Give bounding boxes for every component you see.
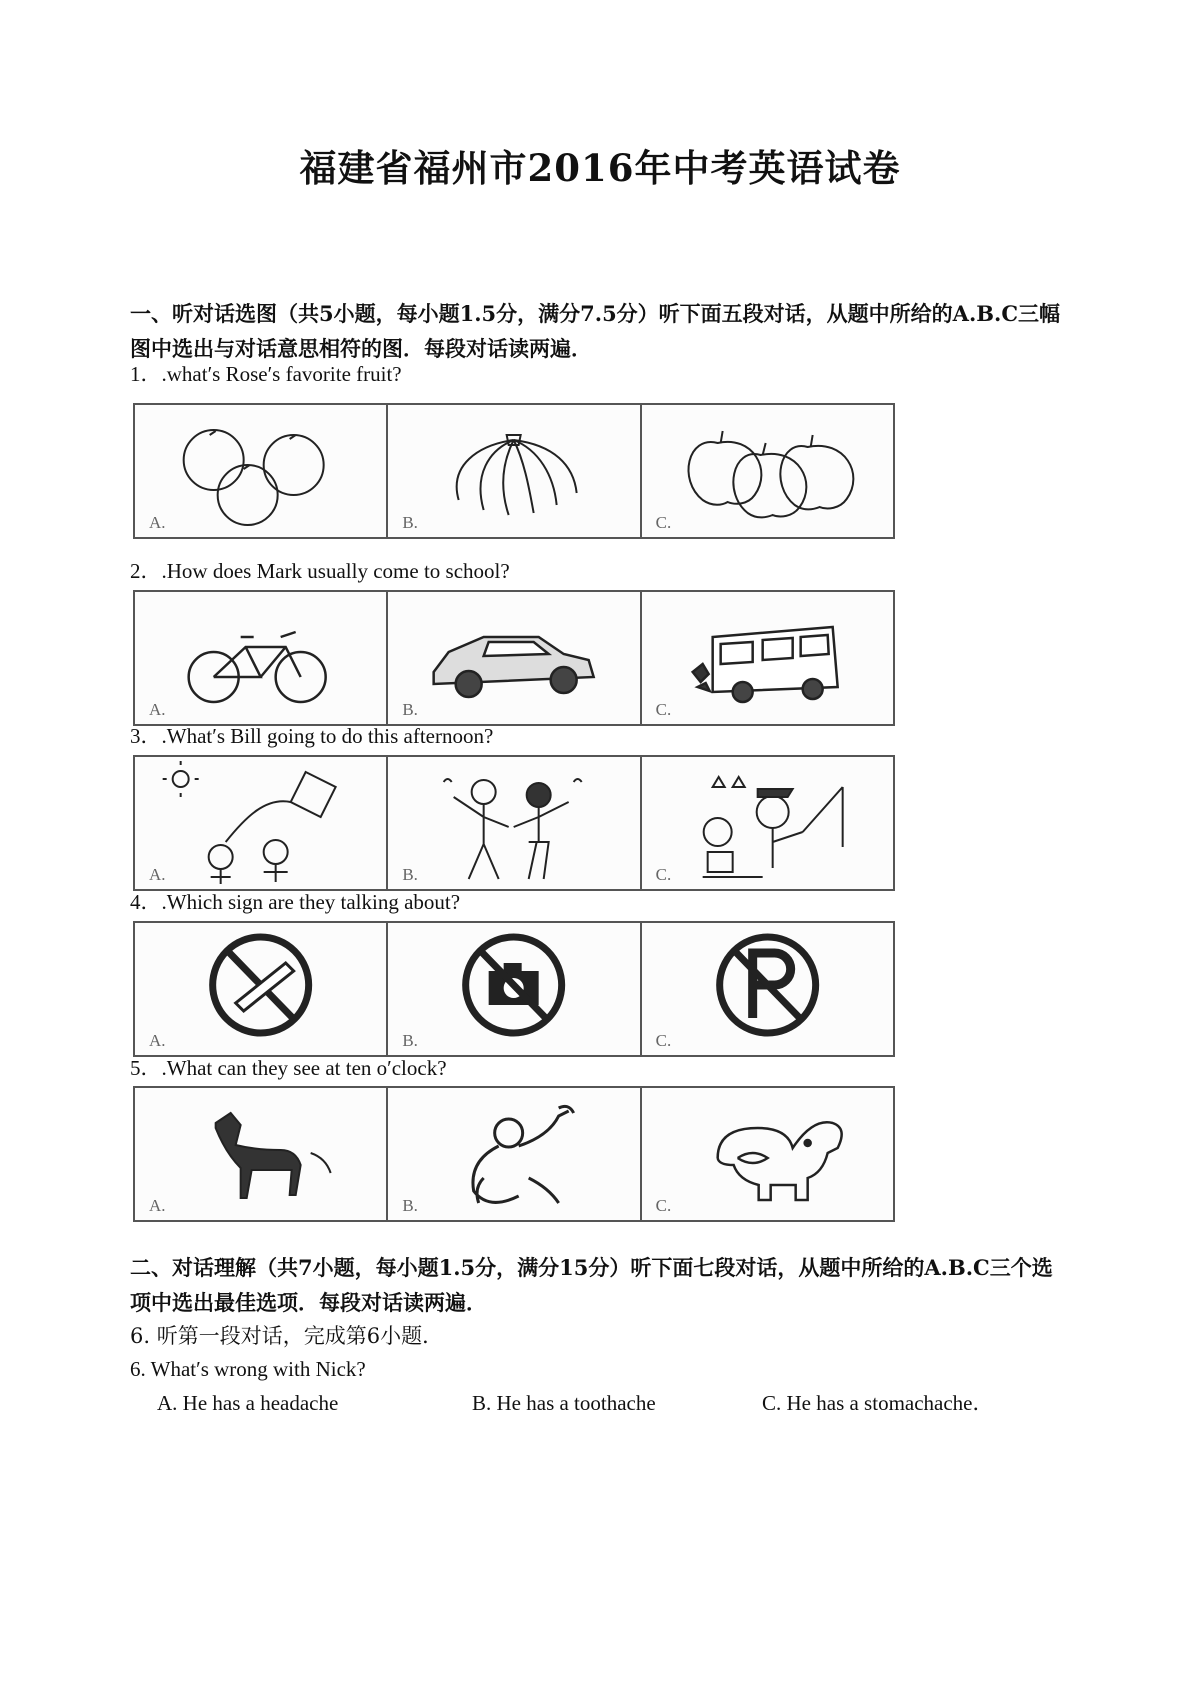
apples-icon — [642, 405, 893, 537]
option-a-image[interactable] — [135, 1088, 388, 1220]
picture-row-2 — [133, 590, 895, 726]
question-text: .What can they see at ten o′clock? — [161, 1056, 447, 1080]
option-b-label: B. — [402, 1196, 418, 1215]
option-c-label: C. — [655, 865, 672, 884]
question-text: .Which sign are they talking about? — [161, 890, 461, 914]
option-c-label: C. — [655, 700, 672, 719]
question-text: .what′s Rose′s favorite fruit? — [161, 362, 402, 386]
oranges-icon — [135, 405, 386, 537]
option-a-image[interactable] — [135, 592, 388, 724]
option-b-image[interactable] — [388, 592, 641, 724]
question-text: .How does Mark usually come to school? — [161, 559, 510, 583]
question-number: 1． — [130, 362, 162, 386]
no-smoking-sign-icon — [135, 923, 386, 1055]
option-b-image[interactable] — [388, 923, 641, 1055]
kite-flying-icon — [135, 757, 386, 889]
bicycle-icon — [135, 592, 386, 724]
option-b-image[interactable] — [388, 1088, 641, 1220]
option-c-image[interactable] — [642, 1088, 893, 1220]
question-number: 5． — [130, 1056, 162, 1080]
option-c-image[interactable] — [642, 923, 893, 1055]
question-4 — [130, 888, 460, 916]
option-c-image[interactable] — [642, 405, 893, 537]
option-c-label: C. — [655, 513, 672, 532]
dancing-icon — [388, 757, 639, 889]
question-number: 4． — [130, 890, 162, 914]
option-a-label: A. — [149, 1031, 166, 1050]
question-6-option-c[interactable]: C. He has a stomachache． — [762, 1391, 994, 1415]
question-6: 6. What′s wrong with Nick? — [130, 1357, 366, 1381]
horse-icon — [135, 1088, 386, 1220]
no-photography-sign-icon — [388, 923, 639, 1055]
question-text: .What′s Bill going to do this afternoon? — [161, 724, 494, 748]
option-b-label: B. — [402, 1031, 418, 1050]
option-a-label: A. — [149, 513, 166, 532]
picture-row-3 — [133, 755, 895, 891]
bananas-icon — [388, 405, 639, 537]
option-c-label: C. — [655, 1196, 672, 1215]
fishing-icon — [642, 757, 893, 889]
option-a-image[interactable] — [135, 757, 388, 889]
page-title: 福建省福州市2016年中考英语试卷 — [299, 146, 901, 190]
option-a-label: A. — [149, 1196, 166, 1215]
picture-row-1 — [133, 403, 895, 539]
question-2 — [130, 557, 510, 585]
option-a-image[interactable] — [135, 405, 388, 537]
question-6-option-a[interactable]: A. He has a headache — [157, 1391, 339, 1415]
question-5 — [130, 1054, 447, 1082]
section-2-heading: 二、对话理解（共7小题，每小题1.5分，满分15分）听下面七段对话，从题中所给的A.B.C三个选项中选出最佳选项．每段对话读两遍． — [130, 1255, 1053, 1315]
question-6-option-b[interactable]: B. He has a toothache — [472, 1391, 656, 1415]
option-b-label: B. — [402, 865, 418, 884]
option-c-label: C. — [655, 1031, 672, 1050]
option-c-image[interactable] — [642, 757, 893, 889]
monkey-icon — [388, 1088, 639, 1220]
question-number: 2． — [130, 559, 162, 583]
question-number: 3． — [130, 724, 162, 748]
option-b-label: B. — [402, 700, 418, 719]
option-c-image[interactable] — [642, 592, 893, 724]
picture-row-4 — [133, 921, 895, 1057]
option-a-label: A. — [149, 700, 166, 719]
section-2-instruction: 6. 听第一段对话，完成第6小题． — [130, 1324, 444, 1348]
car-icon — [388, 592, 639, 724]
section-1-heading: 一、听对话选图（共5小题，每小题1.5分，满分7.5分）听下面五段对话，从题中所给的A.B.C三幅图中选出与对话意思相符的图．每段对话读两遍． — [130, 301, 1061, 361]
option-a-image[interactable] — [135, 923, 388, 1055]
option-a-label: A. — [149, 865, 166, 884]
question-3 — [130, 722, 493, 750]
bus-icon — [642, 592, 893, 724]
picture-row-5 — [133, 1086, 895, 1222]
elephant-icon — [642, 1088, 893, 1220]
no-parking-sign-icon — [642, 923, 893, 1055]
option-b-image[interactable] — [388, 757, 641, 889]
option-b-label: B. — [402, 513, 418, 532]
option-b-image[interactable] — [388, 405, 641, 537]
question-1 — [130, 360, 402, 388]
